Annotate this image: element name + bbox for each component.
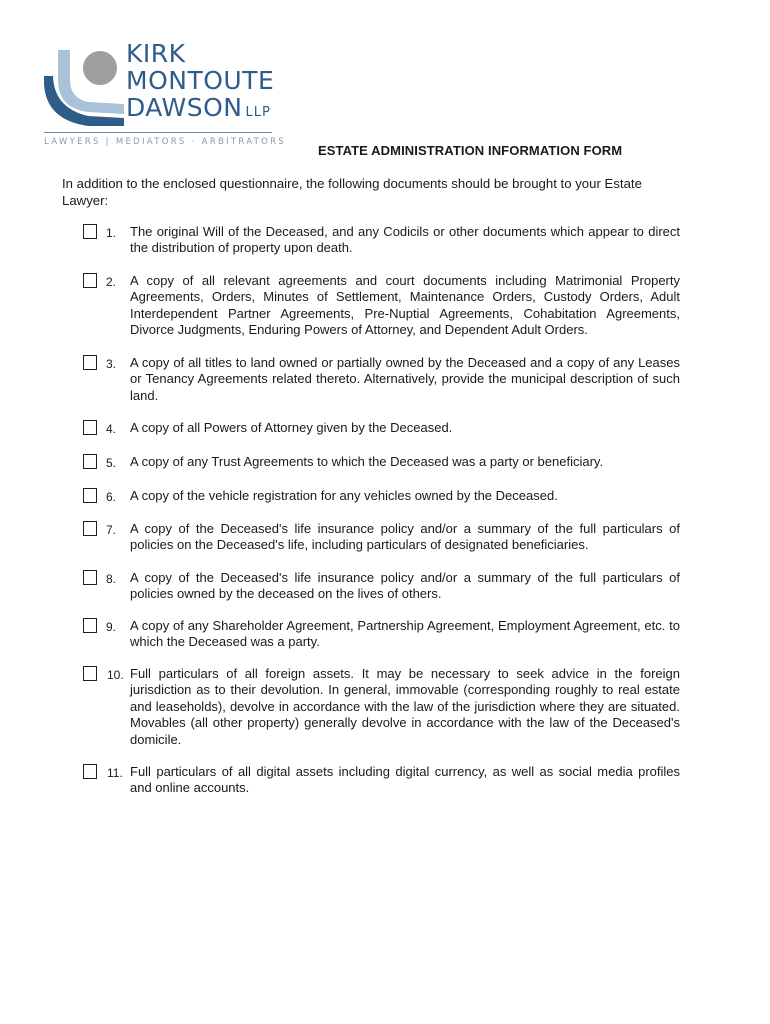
firm-name xyxy=(126,40,274,126)
item-number: 11. xyxy=(107,766,123,780)
checkbox[interactable] xyxy=(83,666,97,681)
checkbox[interactable] xyxy=(83,355,97,370)
checkbox[interactable] xyxy=(83,521,97,536)
item-number: 8. xyxy=(106,572,117,586)
firm-name-dawson: DAWSON xyxy=(126,93,243,122)
item-text: Full particulars of all foreign assets. It may be necessary to seek advice in the foreign jurisdiction as to their devolution. In general, immovable (corresponding roughly to real estate and leaseholds), devolve in accordance with the law of the jurisdiction where they are situated. Movables (all other property) generally devolve in accordance with the law of the Deceased's domicile. xyxy=(130,666,680,747)
firm-name-line-3 xyxy=(126,94,274,126)
item-text: A copy of all Powers of Attorney given by the Deceased. xyxy=(130,420,453,435)
item-number: 3. xyxy=(106,357,117,371)
item-text: A copy of the Deceased's life insurance policy and/or a summary of the full particulars of policies owned by the deceased on the lives of others. xyxy=(130,570,680,602)
item-number: 2. xyxy=(106,275,117,289)
item-number: 6. xyxy=(106,490,117,504)
checkbox[interactable] xyxy=(83,454,97,469)
checkbox[interactable] xyxy=(83,224,97,239)
item-number: 5. xyxy=(106,456,117,470)
item-text: A copy of any Shareholder Agreement, Partnership Agreement, Employment Agreement, etc. to which the Deceased was a party. xyxy=(130,618,680,650)
firm-name-line-1: KIRK xyxy=(126,39,186,68)
logo-divider xyxy=(44,132,272,133)
checkbox[interactable] xyxy=(83,488,97,503)
checkbox[interactable] xyxy=(83,764,97,779)
page-title: ESTATE ADMINISTRATION INFORMATION FORM xyxy=(318,143,623,158)
checkbox[interactable] xyxy=(83,618,97,633)
item-number: 9. xyxy=(106,620,117,634)
item-number: 10. xyxy=(107,668,124,682)
firm-name-suffix: LLP xyxy=(245,105,271,120)
item-text: A copy of all titles to land owned or partially owned by the Deceased and a copy of any Leases or Tenancy Agreements related thereto. Alternatively, provide the municipal description of such land. xyxy=(130,355,680,403)
firm-name-line-2: MONTOUTE xyxy=(126,66,275,95)
item-text: A copy of all relevant agreements and court documents including Matrimonial Property Agreements, Orders, Minutes of Settlement, Maintenance Orders, Custody Orders, Adult Interdependent Partner Agreements, Pre-Nuptial Agreements, Cohabitation Agreements, Divorce Judgments, Enduring Powers of Attorney, and Dependent Adult Orders. xyxy=(130,273,680,338)
item-number: 4. xyxy=(106,422,117,436)
checkbox[interactable] xyxy=(83,273,97,288)
firm-logo xyxy=(44,39,287,150)
logo-tagline: LAWYERS | MEDIATORS · ARBITRATORS xyxy=(44,137,287,147)
item-number: 7. xyxy=(106,523,117,537)
item-number: 1. xyxy=(106,226,117,240)
item-text: A copy of the vehicle registration for any vehicles owned by the Deceased. xyxy=(130,488,558,503)
item-text: The original Will of the Deceased, and any Codicils or other documents which appear to direct the distribution of property upon death. xyxy=(130,224,680,256)
item-text: A copy of any Trust Agreements to which the Deceased was a party or beneficiary. xyxy=(130,454,604,469)
item-text: Full particulars of all digital assets including digital currency, as well as social media profiles and online accounts. xyxy=(130,764,680,796)
logo-mark-icon xyxy=(44,44,124,126)
intro-paragraph: In addition to the enclosed questionnaire, the following documents should be brought to your Estate Lawyer: xyxy=(62,176,642,208)
item-text: A copy of the Deceased's life insurance policy and/or a summary of the full particulars of policies on the Deceased's life, including particulars of designated beneficiaries. xyxy=(130,521,680,553)
checkbox[interactable] xyxy=(83,420,97,435)
checkbox[interactable] xyxy=(83,570,97,585)
